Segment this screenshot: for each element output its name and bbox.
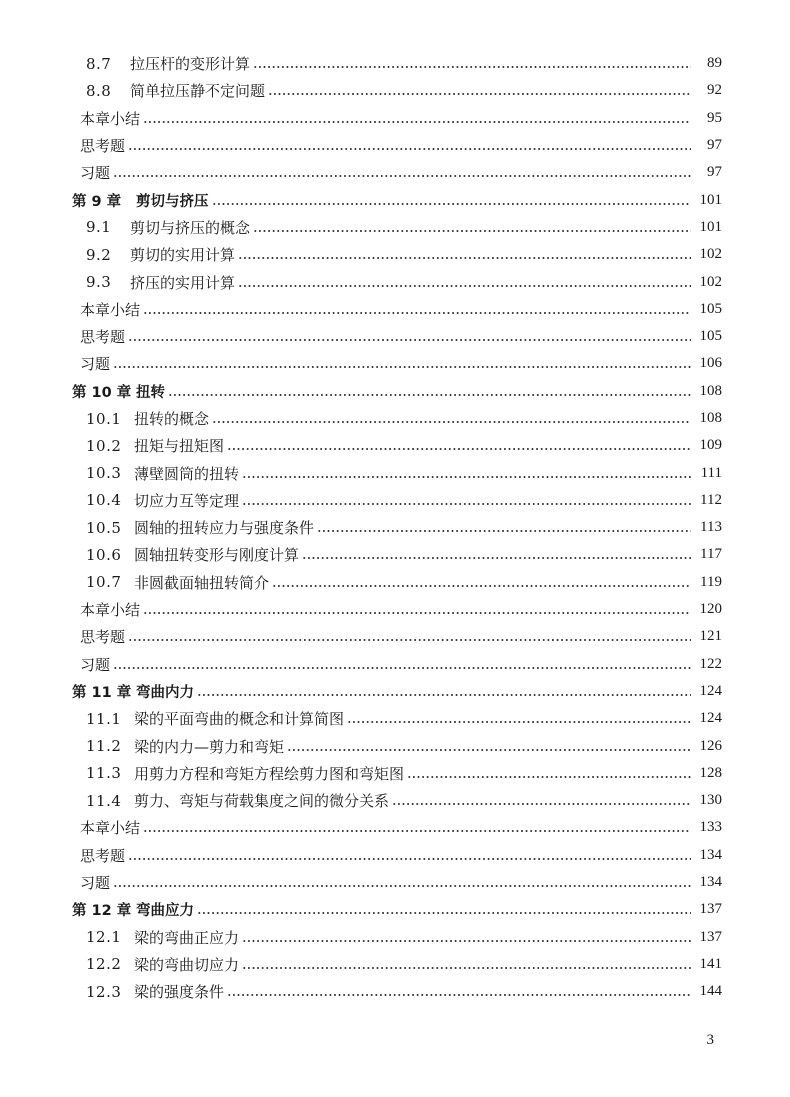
dot-leader [242,466,691,481]
toc-entry-number: 9.3 [86,273,112,292]
toc-entry-title: 本章小结 [80,109,141,128]
toc-section-entry[interactable] [72,432,722,459]
toc-entry-page: 89 [707,55,722,72]
dot-leader [128,848,691,863]
toc-entry-page: 109 [699,437,722,454]
toc-extra-entry[interactable] [72,159,722,186]
toc-section-entry[interactable] [72,732,722,759]
dot-leader [347,711,691,726]
toc-entry-page: 102 [699,246,722,263]
toc-entry-title: 梁的强度条件 [134,983,225,1002]
toc-entry-number: 11.2 [86,737,122,756]
toc-entry-page: 108 [699,382,722,399]
dot-leader [317,520,691,535]
toc-entry-number: 第 11 章 [72,684,132,701]
toc-extra-entry[interactable] [72,105,722,132]
toc-entry-number: 10.5 [86,518,122,537]
toc-entry-number: 8.8 [86,81,112,100]
toc-entry-title: 梁的弯曲切应力 [134,955,240,974]
toc-entry-page: 128 [699,764,722,781]
toc-entry-number: 第 12 章 [72,903,132,920]
toc-entry-number: 10.3 [86,464,122,483]
toc-extra-entry[interactable] [72,842,722,869]
toc-entry-page: 137 [699,928,722,945]
toc-chapter-entry[interactable] [72,678,722,705]
dot-leader [242,957,691,972]
dot-leader [227,984,691,999]
toc-entry-number: 9.1 [86,218,112,237]
toc-section-entry[interactable] [72,924,722,951]
toc-entry-number: 12.1 [86,928,122,947]
toc-section-entry[interactable] [72,77,722,104]
toc-entry-page: 141 [699,955,722,972]
dot-leader [212,193,692,208]
toc-entry-title: 切应力互等定理 [134,491,240,510]
toc-entry-page: 92 [707,82,722,99]
dot-leader [287,739,691,754]
dot-leader [407,766,691,781]
toc-entry-number: 9.2 [86,245,112,264]
toc-entry-page: 126 [699,737,722,754]
toc-entry-title: 弯曲内力 [136,684,194,701]
dot-leader [242,930,691,945]
toc-entry-title: 习题 [80,655,111,674]
toc-extra-entry[interactable] [72,869,722,896]
page-number: 3 [706,1032,714,1048]
toc-section-entry[interactable] [72,405,722,432]
toc-entry-page: 112 [700,491,722,508]
toc-entry-number: 第 10 章 [72,384,132,401]
toc-entry-title: 思考题 [80,137,126,156]
toc-entry-title: 本章小结 [80,601,141,620]
toc-section-entry[interactable] [72,268,722,295]
toc-entry-number: 第 9 章 [72,193,122,210]
toc-section-entry[interactable] [72,541,722,568]
toc-section-entry[interactable] [72,978,722,1005]
toc-entry-page: 117 [700,546,722,563]
toc-entry-title: 剪力、弯矩与荷载集度之间的微分关系 [134,792,390,811]
toc-entry-page: 119 [700,573,722,590]
toc-entry-title: 思考题 [80,628,126,647]
toc-section-entry[interactable] [72,514,722,541]
toc-entry-page: 137 [699,901,722,918]
toc-entry-number: 11.1 [86,709,122,728]
dot-leader [268,83,691,98]
dot-leader [113,875,691,890]
toc-entry-number: 10.4 [86,491,122,510]
toc-entry-page: 124 [699,710,722,727]
toc-entry-title: 弯曲应力 [136,903,194,920]
toc-chapter-entry[interactable] [72,378,722,405]
dot-leader [143,111,691,126]
toc-entry-title: 圆轴的扭转应力与强度条件 [134,519,315,538]
toc-entry-number: 12.3 [86,982,122,1001]
dot-leader [197,902,691,917]
toc-entry-page: 113 [700,519,722,536]
toc-entry-page: 111 [700,464,722,481]
toc-entry-title: 习题 [80,874,111,893]
toc-entry-title: 梁的内力—剪力和弯矩 [134,737,285,756]
toc-entry-page: 101 [699,191,722,208]
toc-entry-title: 本章小结 [80,819,141,838]
toc-entry-page: 97 [707,137,722,154]
dot-leader [253,56,691,71]
toc-extra-entry[interactable] [72,651,722,678]
toc-section-entry[interactable] [72,487,722,514]
dot-leader [238,275,691,290]
toc-section-entry[interactable] [72,569,722,596]
toc-entry-title: 习题 [80,164,111,183]
dot-leader [197,684,691,699]
dot-leader [168,384,691,399]
dot-leader [128,629,691,644]
toc-extra-entry[interactable] [72,623,722,650]
toc-section-entry[interactable] [72,50,722,77]
dot-leader [242,493,691,508]
toc-entry-title: 习题 [80,355,111,374]
toc-section-entry[interactable] [72,214,722,241]
dot-leader [143,302,691,317]
toc-entry-page: 120 [699,601,722,618]
toc-entry-title: 扭矩与扭矩图 [134,437,225,456]
dot-leader [143,602,691,617]
dot-leader [392,793,691,808]
toc-section-entry[interactable] [72,787,722,814]
toc-entry-page: 124 [699,682,722,699]
toc-entry-number: 12.2 [86,955,122,974]
toc-entry-title: 圆轴扭转变形与刚度计算 [134,546,300,565]
toc-entry-number: 10.2 [86,436,122,455]
toc-entry-number: 10.6 [86,545,122,564]
toc-entry-page: 144 [699,983,722,1000]
toc-section-entry[interactable] [72,760,722,787]
dot-leader [143,820,691,835]
toc-entry-page: 95 [707,109,722,126]
dot-leader [113,356,691,371]
toc-entry-title: 本章小结 [80,300,141,319]
dot-leader [227,438,691,453]
toc-entry-page: 105 [699,328,722,345]
toc-entry-page: 102 [699,273,722,290]
toc-entry-page: 105 [699,300,722,317]
toc-extra-entry[interactable] [72,596,722,623]
toc-entry-title: 剪切与挤压 [136,193,209,210]
toc-entry-number: 11.3 [86,764,122,783]
toc-entry-title: 思考题 [80,328,126,347]
toc-entry-page: 97 [707,164,722,181]
dot-leader [238,247,691,262]
toc-section-entry[interactable] [72,459,722,486]
toc-chapter-entry[interactable] [72,186,722,213]
toc-entry-title: 薄壁圆筒的扭转 [134,464,240,483]
toc-entry-page: 133 [699,819,722,836]
toc-entry-title: 剪切与挤压的概念 [130,218,251,237]
toc-entry-number: 8.7 [86,54,112,73]
toc-entry-title: 挤压的实用计算 [130,273,236,292]
dot-leader [302,547,691,562]
toc-entry-title: 非圆截面轴扭转简介 [134,573,270,592]
toc-entry-page: 134 [699,874,722,891]
dot-leader [212,411,691,426]
toc-extra-entry[interactable] [72,350,722,377]
toc-entry-title: 拉压杆的变形计算 [130,55,251,74]
toc-entry-page: 101 [699,218,722,235]
toc-entry-title: 扭转的概念 [134,410,210,428]
toc-entry-page: 130 [699,792,722,809]
dot-leader [272,575,691,590]
toc-extra-entry[interactable] [72,296,722,323]
dot-leader [128,138,691,153]
toc-entry-number: 10.7 [86,573,122,592]
dot-leader [253,220,691,235]
toc-section-entry[interactable] [72,241,722,268]
toc-entry-title: 思考题 [80,846,126,865]
toc-extra-entry[interactable] [72,132,722,159]
dot-leader [128,329,691,344]
toc-section-entry[interactable] [72,705,722,732]
dot-leader [113,165,691,180]
toc-entry-title: 扭转 [136,384,165,401]
toc-chapter-entry[interactable] [72,896,722,923]
toc-entry-title: 梁的平面弯曲的概念和计算简图 [134,710,345,729]
toc-entry-number: 11.4 [86,791,122,810]
toc-entry-page: 122 [699,655,722,672]
toc-entry-title: 简单拉压静不定问题 [130,82,266,101]
toc-entry-title: 剪切的实用计算 [130,246,236,265]
toc-entry-page: 108 [699,410,722,426]
table-of-contents [72,50,722,1005]
toc-entry-page: 134 [699,846,722,863]
dot-leader [113,657,691,672]
toc-entry-title: 梁的弯曲正应力 [134,928,240,947]
toc-entry-title: 用剪力方程和弯矩方程绘剪力图和弯矩图 [134,764,405,783]
toc-entry-page: 121 [699,628,722,645]
toc-extra-entry[interactable] [72,814,722,841]
toc-extra-entry[interactable] [72,323,722,350]
toc-entry-number: 10.1 [86,409,122,428]
toc-entry-page: 106 [699,355,722,372]
toc-section-entry[interactable] [72,951,722,978]
